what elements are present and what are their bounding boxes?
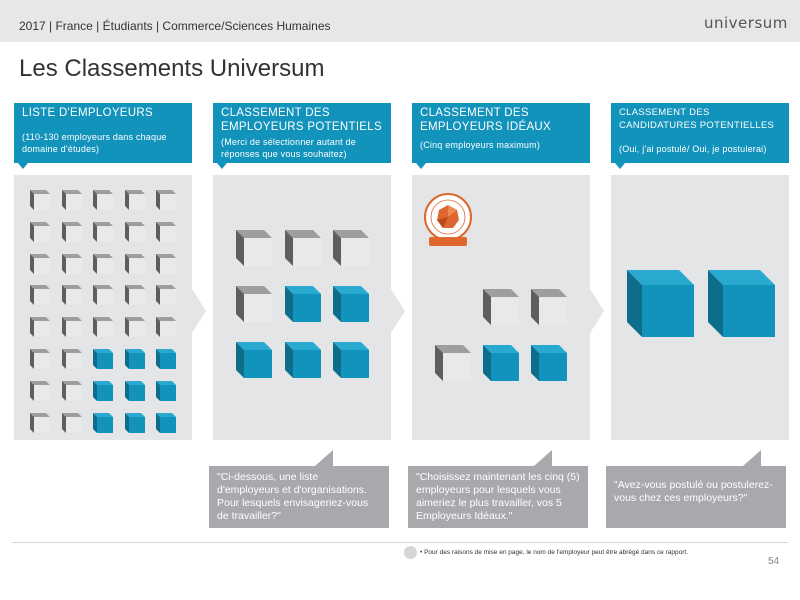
- cube-blue-icon: [236, 342, 272, 378]
- cube-gray-icon: [30, 381, 50, 401]
- universum-seal-icon: [423, 193, 473, 251]
- panel-potential-employers: [213, 175, 391, 440]
- cube-blue-icon: [125, 413, 145, 433]
- header-notch: [416, 163, 426, 169]
- footer-divider: [12, 542, 788, 543]
- cube-gray-icon: [30, 413, 50, 433]
- page-number: 54: [768, 556, 780, 567]
- cube-gray-icon: [156, 254, 176, 274]
- header-notch: [18, 163, 28, 169]
- cube-gray-icon: [125, 254, 145, 274]
- cube-blue-icon: [627, 270, 694, 337]
- cube-gray-icon: [30, 222, 50, 242]
- cube-gray-icon: [93, 254, 113, 274]
- cube-gray-icon: [30, 349, 50, 369]
- column-header-potential-employers: [213, 103, 391, 163]
- quote-tail: [534, 450, 552, 466]
- cube-gray-icon: [531, 289, 567, 325]
- cube-gray-icon: [156, 285, 176, 305]
- top-bar: [0, 0, 800, 42]
- cube-gray-icon: [236, 230, 272, 266]
- cube-gray-icon: [333, 230, 369, 266]
- cube-blue-icon: [483, 345, 519, 381]
- universum-logo: universum: [704, 14, 788, 32]
- cube-gray-icon: [62, 349, 82, 369]
- quote-tail: [743, 450, 761, 466]
- quote-potential-applications: "Avez-vous postulé ou postulerez-vous chez ces employeurs?": [606, 466, 786, 528]
- cube-gray-icon: [30, 254, 50, 274]
- cube-gray-icon: [125, 317, 145, 337]
- column-title: CLASSEMENT DES CANDIDATURES POTENTIELLES: [619, 107, 775, 131]
- column-title: LISTE D'EMPLOYEURS: [22, 107, 153, 119]
- column-header-ideal-employers: [412, 103, 590, 163]
- cube-blue-icon: [531, 345, 567, 381]
- cube-gray-icon: [62, 413, 82, 433]
- column-title: CLASSEMENT DES EMPLOYEURS POTENTIELS: [221, 107, 382, 133]
- breadcrumb: 2017 | France | Étudiants | Commerce/Sciences Humaines: [19, 19, 331, 33]
- cube-gray-icon: [30, 190, 50, 210]
- cube-gray-icon: [236, 286, 272, 322]
- cube-blue-icon: [156, 349, 176, 369]
- cube-gray-icon: [62, 285, 82, 305]
- cube-blue-icon: [285, 286, 321, 322]
- cube-blue-icon: [93, 381, 113, 401]
- quote-tail: [315, 450, 333, 466]
- cube-blue-icon: [156, 381, 176, 401]
- cube-blue-icon: [333, 286, 369, 322]
- footnote: • Pour des raisons de mise en page, le nom de l'employeur peut être abrégé dans ce rapport.: [420, 549, 689, 556]
- column-header-employer-list: [14, 103, 192, 163]
- column-title: CLASSEMENT DES EMPLOYEURS IDÉAUX: [420, 107, 551, 133]
- cube-gray-icon: [30, 317, 50, 337]
- cube-blue-icon: [93, 413, 113, 433]
- cube-gray-icon: [125, 190, 145, 210]
- cube-blue-icon: [156, 413, 176, 433]
- info-icon: [404, 546, 417, 559]
- flow-arrow-icon: [192, 289, 206, 333]
- cube-blue-icon: [285, 342, 321, 378]
- cube-gray-icon: [125, 285, 145, 305]
- cube-gray-icon: [62, 381, 82, 401]
- cube-gray-icon: [30, 285, 50, 305]
- cube-gray-icon: [93, 190, 113, 210]
- cube-gray-icon: [285, 230, 321, 266]
- panel-potential-applications: [611, 175, 789, 440]
- cube-blue-icon: [125, 349, 145, 369]
- cube-gray-icon: [435, 345, 471, 381]
- quote-ideal-employers: "Choisissez maintenant les cinq (5) employeurs pour lesquels vous aimeriez le plus travailler, vos 5 Employeurs Idéaux.": [408, 466, 588, 528]
- panel-employer-list: [14, 175, 192, 440]
- cube-gray-icon: [62, 317, 82, 337]
- cube-gray-icon: [62, 190, 82, 210]
- cube-gray-icon: [156, 190, 176, 210]
- cube-blue-icon: [125, 381, 145, 401]
- page-title: Les Classements Universum: [19, 55, 325, 82]
- header-notch: [615, 163, 625, 169]
- column-header-potential-applications: [611, 103, 789, 163]
- cube-gray-icon: [62, 222, 82, 242]
- cube-blue-icon: [93, 349, 113, 369]
- column-subtitle: (Merci de sélectionner autant de réponses que vous souhaitez): [221, 137, 356, 159]
- cube-blue-icon: [333, 342, 369, 378]
- cube-gray-icon: [93, 317, 113, 337]
- cube-gray-icon: [156, 317, 176, 337]
- flow-arrow-icon: [391, 289, 405, 333]
- cube-gray-icon: [156, 222, 176, 242]
- column-subtitle: (110-130 employeurs dans chaque domaine d'études): [22, 132, 167, 154]
- quote-potential-employers: "Ci-dessous, une liste d'employeurs et d'organisations. Pour lesquels envisageriez-vous de travailler?": [209, 466, 389, 528]
- cube-gray-icon: [93, 285, 113, 305]
- column-subtitle: (Oui, j'ai postulé/ Oui, je postulerai): [619, 144, 767, 154]
- header-notch: [217, 163, 227, 169]
- flow-arrow-icon: [590, 289, 604, 333]
- column-subtitle: (Cinq employeurs maximum): [420, 140, 541, 150]
- cube-gray-icon: [125, 222, 145, 242]
- cube-gray-icon: [483, 289, 519, 325]
- cube-gray-icon: [62, 254, 82, 274]
- cube-gray-icon: [93, 222, 113, 242]
- cube-blue-icon: [708, 270, 775, 337]
